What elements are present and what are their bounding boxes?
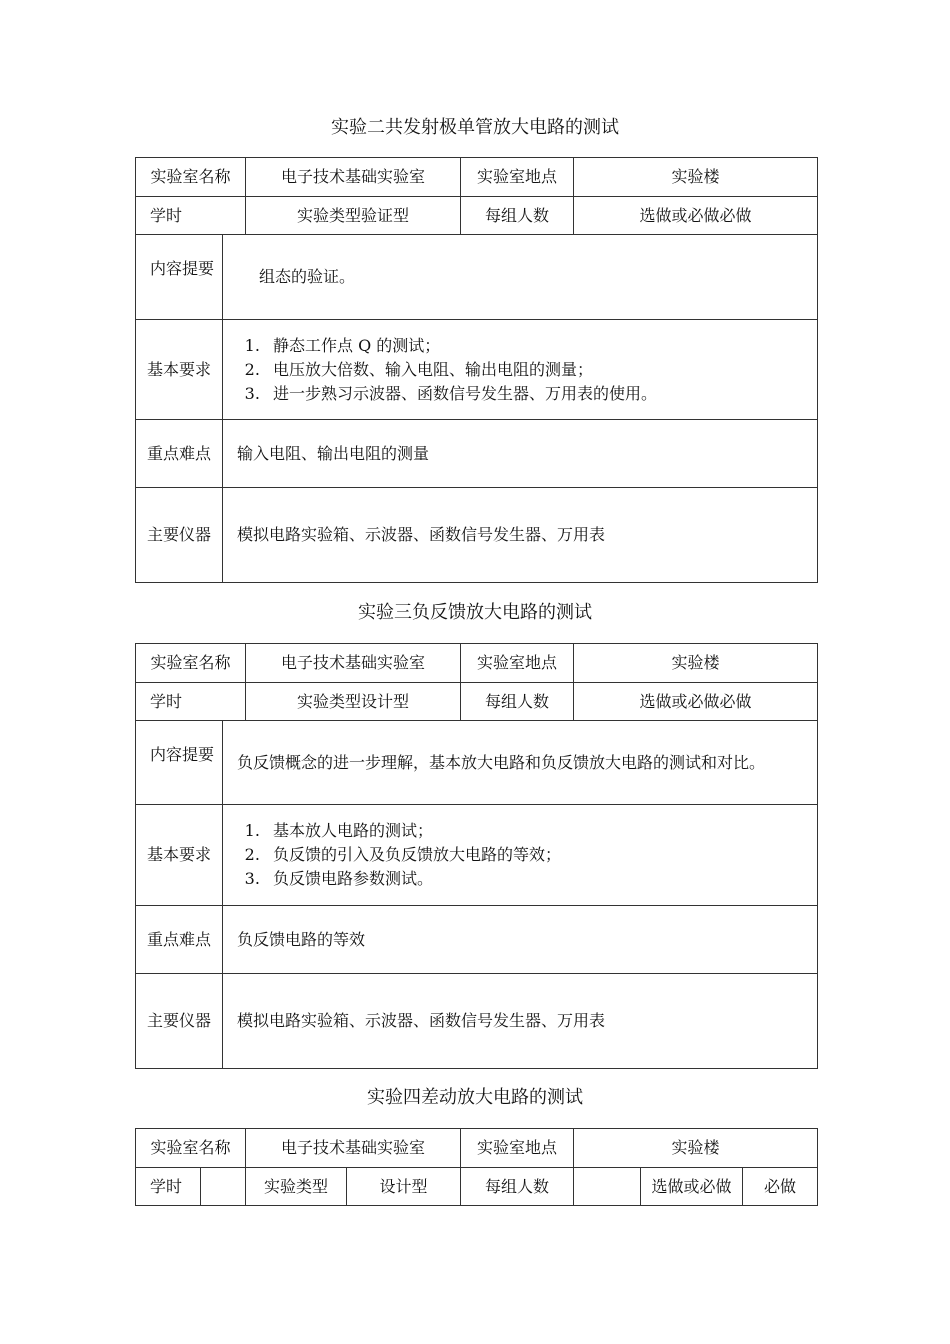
lab-name-value: 电子技术基础实验室 bbox=[246, 644, 461, 683]
choice-value: 必做 bbox=[743, 1168, 818, 1206]
requirements-label: 基本要求 bbox=[136, 805, 223, 906]
lab-name-label: 实验室名称 bbox=[136, 644, 246, 683]
choice-label: 选做或必做 bbox=[641, 1168, 743, 1206]
lab-location-label: 实验室地点 bbox=[461, 1129, 574, 1168]
list-item: 1. 静态工作点 Q 的测试； bbox=[265, 334, 811, 358]
experiment-type: 实验类型验证型 bbox=[246, 197, 461, 235]
summary-label: 内容提要 bbox=[136, 235, 223, 320]
key-points-text: 输入电阻、输出电阻的测量 bbox=[223, 420, 818, 488]
requirements-label: 基本要求 bbox=[136, 320, 223, 420]
instruments-text: 模拟电路实验箱、示波器、函数信号发生器、万用表 bbox=[223, 488, 818, 583]
exp4-title: 实验四差动放大电路的测试 bbox=[367, 1087, 583, 1108]
lab-location-label: 实验室地点 bbox=[461, 644, 574, 683]
exp3-detail-table bbox=[135, 720, 818, 1069]
exp2-table bbox=[135, 157, 818, 235]
key-points-text: 负反馈电路的等效 bbox=[223, 906, 818, 974]
summary-text: 负反馈概念的进一步理解，基本放大电路和负反馈放大电路的测试和对比。 bbox=[223, 721, 818, 805]
lab-location-value: 实验楼 bbox=[574, 1129, 818, 1168]
key-points-label: 重点难点 bbox=[136, 420, 223, 488]
lab-name-label: 实验室名称 bbox=[136, 1129, 246, 1168]
hours-label: 学时 bbox=[136, 1168, 201, 1206]
instruments-text: 模拟电路实验箱、示波器、函数信号发生器、万用表 bbox=[223, 974, 818, 1069]
requirements-list bbox=[223, 320, 818, 420]
instruments-label: 主要仪器 bbox=[136, 488, 223, 583]
exp3-table bbox=[135, 643, 818, 721]
lab-location-value: 实验楼 bbox=[574, 158, 818, 197]
group-size-value bbox=[574, 1168, 641, 1206]
exp2-title: 实验二共发射极单管放大电路的测试 bbox=[331, 117, 619, 138]
requirements-list bbox=[223, 805, 818, 906]
list-item: 3. 进一步熟习示波器、函数信号发生器、万用表的使用。 bbox=[265, 382, 811, 406]
hours-label: 学时 bbox=[136, 197, 246, 235]
group-size-label: 每组人数 bbox=[461, 1168, 574, 1206]
exp4-table bbox=[135, 1128, 818, 1206]
instruments-label: 主要仪器 bbox=[136, 974, 223, 1069]
lab-name-value: 电子技术基础实验室 bbox=[246, 158, 461, 197]
lab-location-label: 实验室地点 bbox=[461, 158, 574, 197]
required-option: 选做或必做必做 bbox=[574, 683, 818, 721]
hours-label: 学时 bbox=[136, 683, 246, 721]
list-item: 1. 基本放人电路的测试； bbox=[265, 819, 811, 843]
summary-label: 内容提要 bbox=[136, 721, 223, 805]
lab-name-label: 实验室名称 bbox=[136, 158, 246, 197]
list-item: 3. 负反馈电路参数测试。 bbox=[265, 867, 811, 891]
key-points-label: 重点难点 bbox=[136, 906, 223, 974]
lab-name-value: 电子技术基础实验室 bbox=[246, 1129, 461, 1168]
required-option: 选做或必做必做 bbox=[574, 197, 818, 235]
experiment-type: 实验类型设计型 bbox=[246, 683, 461, 721]
exp2-detail-table bbox=[135, 234, 818, 583]
lab-location-value: 实验楼 bbox=[574, 644, 818, 683]
hours-value bbox=[201, 1168, 246, 1206]
group-size-label: 每组人数 bbox=[461, 683, 574, 721]
experiment-type-label: 实验类型 bbox=[246, 1168, 347, 1206]
list-item: 2. 负反馈的引入及负反馈放大电路的等效； bbox=[265, 843, 811, 867]
summary-text: 组态的验证。 bbox=[223, 235, 818, 320]
group-size-label: 每组人数 bbox=[461, 197, 574, 235]
list-item: 2. 电压放大倍数、输入电阻、输出电阻的测量； bbox=[265, 358, 811, 382]
experiment-type-value: 设计型 bbox=[347, 1168, 461, 1206]
exp3-title: 实验三负反馈放大电路的测试 bbox=[358, 602, 592, 623]
